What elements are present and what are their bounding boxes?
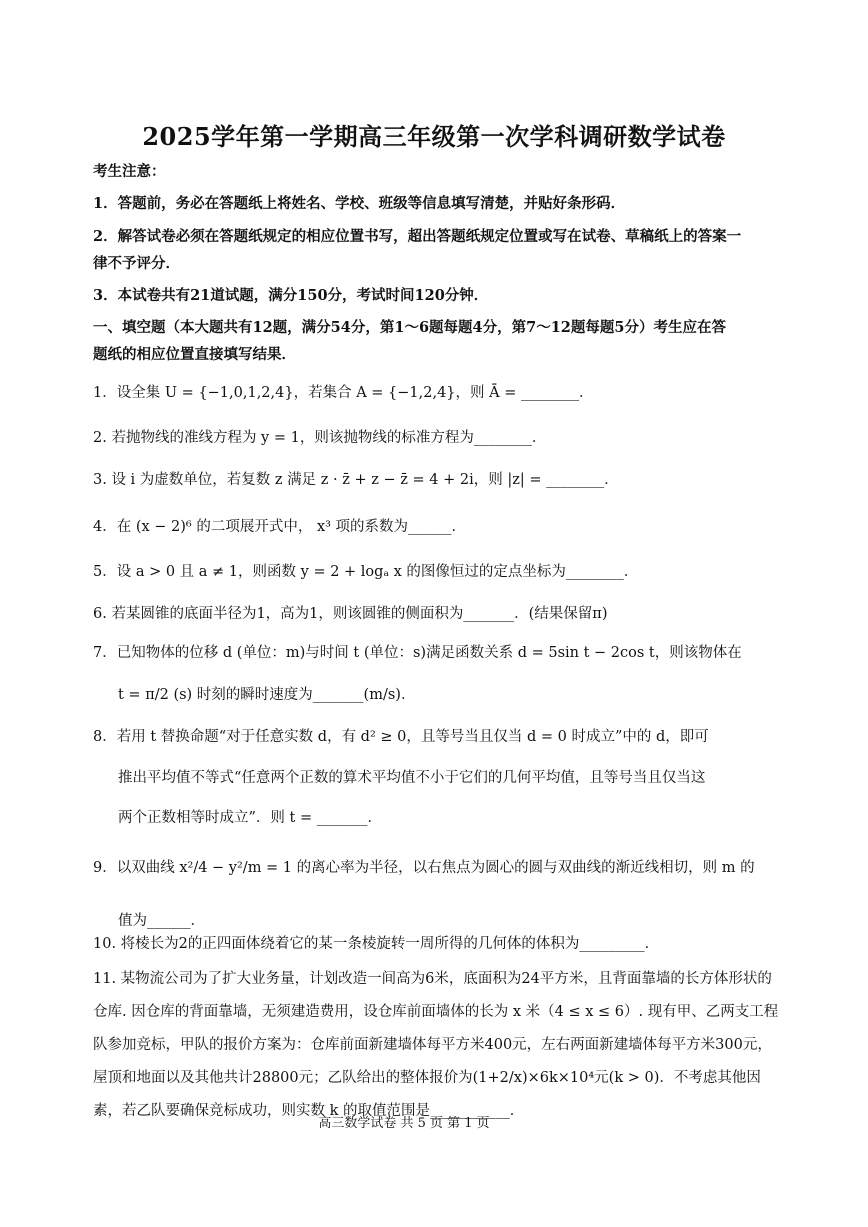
question-5: 5．设 a > 0 且 a ≠ 1，则函数 y = 2 + logₐ x 的图像恒过的定点坐标为________．: [93, 564, 639, 580]
notice-item-2-cont: 律不予评分．: [93, 255, 180, 272]
question-8-cont2: 两个正数相等时成立”．则 t = _______．: [118, 810, 382, 826]
notice-item-2: 2．解答试卷必须在答题纸规定的相应位置书写，超出答题纸规定位置或写在试卷、草稿纸上的答案一: [93, 228, 742, 245]
question-3: 3. 设 i 为虚数单位，若复数 z 满足 z · z̄ + z − z̄ = 4 + 2i，则 |z| = ________．: [93, 472, 619, 488]
question-2: 2. 若抛物线的准线方程为 y = 1，则该抛物线的标准方程为________．: [93, 430, 547, 446]
question-9: 9．以双曲线 x²/4 − y²/m = 1 的离心率为半径，以右焦点为圆心的圆与双曲线的渐近线相切，则 m 的: [93, 860, 755, 876]
section-heading-line2: 题纸的相应位置直接填写结果．: [93, 346, 296, 363]
section-heading-line1: 一、填空题（本大题共有12题，满分54分，第1～6题每题4分，第7～12题每题5分）考生应在答: [93, 319, 726, 336]
question-7: 7．已知物体的位移 d (单位：m)与时间 t (单位：s)满足函数关系 d = 5sin t − 2cos t，则该物体在: [93, 645, 742, 661]
notice-item-1: 1．答题前，务必在答题纸上将姓名、学校、班级等信息填写清楚，并贴好条形码．: [93, 195, 626, 212]
question-1: 1．设全集 U = {−1,0,1,2,4}，若集合 A = {−1,2,4}，则 Ā = ________．: [93, 385, 594, 401]
question-9-cont: 值为______．: [118, 913, 205, 929]
notice-heading: 考生注意：: [93, 163, 166, 180]
question-10: 10. 将棱长为2的正四面体绕着它的某一条棱旋转一周所得的几何体的体积为_________．: [93, 936, 660, 952]
question-7-cont: t = π/2 (s) 时刻的瞬时速度为_______(m/s)．: [118, 687, 416, 703]
question-6: 6. 若某圆锥的底面半径为1，高为1，则该圆锥的侧面积为_______．(结果保留π): [93, 606, 608, 622]
page-title: 2025学年第一学期高三年级第一次学科调研数学试卷: [142, 122, 726, 151]
notice-item-3: 3．本试卷共有21道试题，满分150分，考试时间120分钟．: [93, 287, 489, 304]
page-footer: 高三数学试卷 共 5 页 第 1 页: [318, 1116, 490, 1131]
question-8-cont1: 推出平均值不等式“任意两个正数的算术平均值不小于它们的几何平均值，且等号当且仅当这: [118, 770, 706, 786]
question-8: 8．若用 t 替换命题“对于任意实数 d，有 d² ≥ 0，且等号当且仅当 d = 0 时成立”中的 d，即可: [93, 729, 709, 745]
question-4: 4．在 (x − 2)⁶ 的二项展开式中， x³ 项的系数为______．: [93, 519, 467, 535]
question-11: 11. 某物流公司为了扩大业务量，计划改造一间高为6米，底面积为24平方米，且背面靠墙的长方体形状的仓库. 因仓库的背面靠墙，无须建造费用，设仓库前面墙体的长为 x 米（4 ≤ x ≤ 6）. 现有甲、乙两支工程队参加竞标，甲队的报价方案为：仓库前面新建墙体每平方米400元，左右两面新建墙体每平方米300元，屋顶和地面以及其他共计28800元；乙队给出的整体报价为(1+2/x)×6k×10⁴元(k > 0)．不考虑其他因素，若乙队要确保竞标成功，则实数 k 的取值范围是___________．: [93, 971, 779, 1119]
